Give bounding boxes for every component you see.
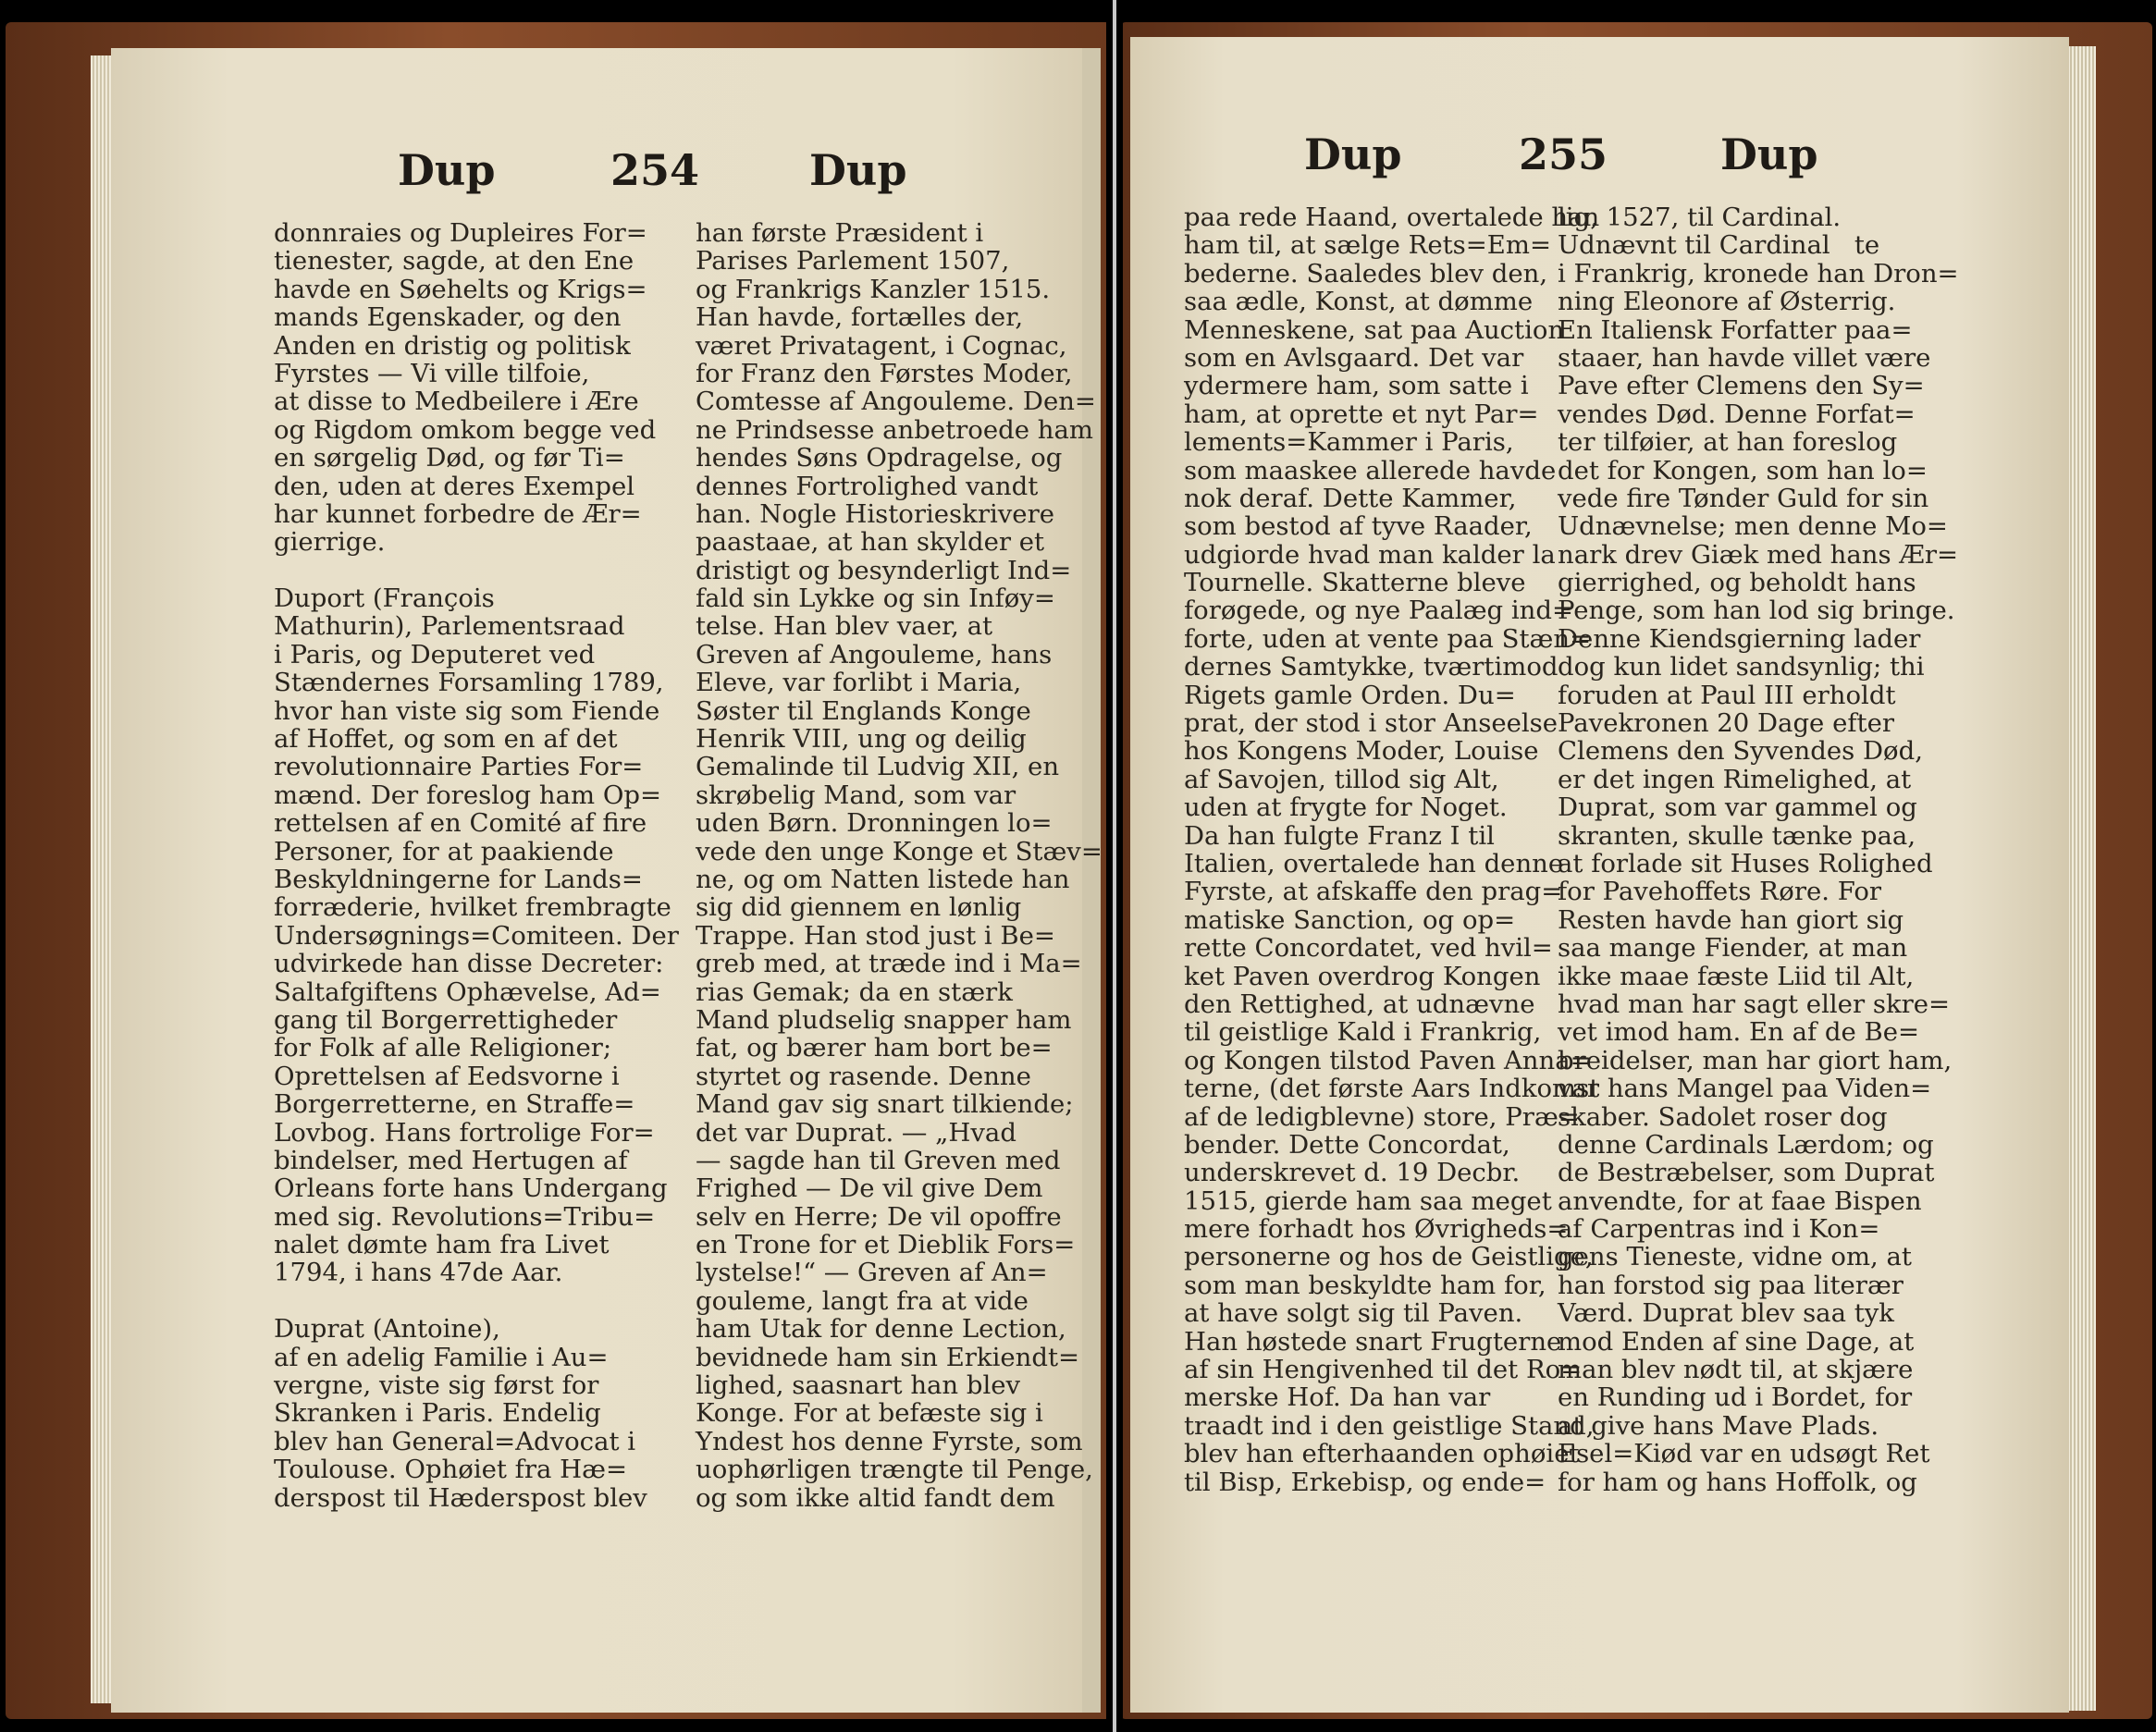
text-line: En Italiensk Forfatter paa= <box>1558 314 1913 345</box>
text-line: forøgede, og nye Paalæg ind= <box>1184 596 1574 626</box>
text-line: Pavekronen 20 Dage efter <box>1558 708 1894 739</box>
text-line: rettelsen af en Comité af fire <box>274 808 647 839</box>
text-line: Udnævnt til Cardinal te <box>1558 230 1880 261</box>
text-line: til Bisp, Erkebisp, og ende= <box>1184 1467 1546 1497</box>
text-line: for Franz den Førstes Moder, <box>696 358 1073 388</box>
text-line: ne, og om Natten listede han <box>696 864 1070 894</box>
text-line: vendes Død. Denne Forfat= <box>1558 399 1916 429</box>
text-line: revolutionnaire Parties For= <box>274 752 644 782</box>
left-page-header-left: Dup <box>398 145 496 195</box>
text-line: Pave efter Clemens den Sy= <box>1558 371 1925 401</box>
text-line: sig did giennem en lønlig <box>696 892 1022 923</box>
text-line: nok deraf. Dette Kammer, <box>1184 483 1517 513</box>
text-line: vergne, viste sig først for <box>274 1370 599 1401</box>
text-line: af sin Hengivenhed til det Ro= <box>1184 1355 1583 1385</box>
text-line: han. Nogle Historieskrivere <box>696 498 1054 529</box>
text-line: gens Tieneste, vidne om, at <box>1558 1242 1912 1272</box>
text-line: dennes Fortrolighed vandt <box>696 471 1039 501</box>
text-line: dog kun lidet sandsynlig; thi <box>1558 652 1925 682</box>
text-line: 1515, gierde ham saa meget <box>1184 1185 1552 1216</box>
text-line: ydermere ham, som satte i <box>1184 371 1529 401</box>
text-line: Denne Kiendsgierning lader <box>1558 623 1921 654</box>
text-line: forræderie, hvilket frembragte <box>274 892 671 923</box>
text-line: blev han General=Advocat i <box>274 1426 636 1456</box>
text-line: Oprettelsen af Eedsvorne i <box>274 1061 620 1091</box>
text-line: Italien, overtalede han denne <box>1184 848 1564 878</box>
text-line: mands Egenskader, og den <box>274 302 622 333</box>
text-line: nalet dømte ham fra Livet <box>274 1230 610 1260</box>
text-line: Parises Parlement 1507, <box>696 246 1010 276</box>
text-line: havde en Søehelts og Krigs= <box>274 274 647 304</box>
text-line: og Frankrigs Kanzler 1515. <box>696 274 1051 304</box>
text-line: bevidnede ham sin Erkiendt= <box>696 1342 1080 1372</box>
text-line: af de ledigblevne) store, Præ= <box>1184 1101 1580 1132</box>
text-line: som en Avlsgaard. Det var <box>1184 342 1524 373</box>
text-line: for ham og hans Hoffolk, og <box>1558 1467 1917 1497</box>
right-page-header-left: Dup <box>1304 129 1402 179</box>
text-line: og Rigdom omkom begge ved <box>274 414 657 445</box>
text-line: telse. Han blev vaer, at <box>696 611 993 642</box>
text-line: som maaskee allerede havde <box>1184 455 1557 485</box>
text-line: lements=Kammer i Paris, <box>1184 427 1514 458</box>
text-line: af Carpentras ind i Kon= <box>1558 1214 1880 1245</box>
text-line: gouleme, langt fra at vide <box>696 1285 1029 1316</box>
text-line: i Frankrig, kronede han Dron= <box>1558 258 1959 289</box>
text-line: Menneskene, sat paa Auction <box>1184 314 1565 345</box>
text-line: Clemens den Syvendes Død, <box>1558 736 1923 767</box>
right-page <box>1130 37 2069 1713</box>
text-line: terne, (det første Aars Indkomst <box>1184 1074 1600 1104</box>
text-line: lighed, saasnart han blev <box>696 1370 1021 1401</box>
text-line: 1794, i hans 47de Aar. <box>274 1258 563 1288</box>
text-line: mod Enden af sine Dage, at <box>1558 1326 1915 1357</box>
text-line: fat, og bærer ham bort be= <box>696 1033 1053 1063</box>
text-line: traadt ind i den geistlige Stand, <box>1184 1410 1595 1441</box>
text-line: Konge. For at befæste sig i <box>696 1398 1043 1429</box>
text-line: rias Gemak; da en stærk <box>696 977 1013 1007</box>
text-line: at have solgt sig til Paven. <box>1184 1298 1523 1329</box>
right-page-header-right: Dup <box>1720 129 1818 179</box>
text-line: Duprat, som var gammel og <box>1558 792 1917 823</box>
text-line: Han havde, fortælles der, <box>696 302 1024 333</box>
text-line: i Paris, og Deputeret ved <box>274 639 596 669</box>
text-line: Rigets gamle Orden. Du= <box>1184 680 1516 710</box>
text-line: bederne. Saaledes blev den, <box>1184 258 1548 289</box>
text-line: ham, at oprette et nyt Par= <box>1184 399 1539 429</box>
text-line: til geistlige Kald i Frankrig, <box>1184 1017 1542 1048</box>
text-line: staaer, han havde villet være <box>1558 342 1931 373</box>
text-line: Frighed — De vil give Dem <box>696 1173 1043 1204</box>
text-line: personerne og hos de Geistlige, <box>1184 1242 1594 1272</box>
text-line: Tournelle. Skatterne bleve <box>1184 568 1526 598</box>
text-line: Henrik VIII, ung og deilig <box>696 724 1027 755</box>
text-line <box>274 1287 679 1315</box>
text-line: Duprat (Antoine), <box>274 1314 500 1345</box>
text-line: lig, 1527, til Cardinal. <box>1558 203 1842 232</box>
text-line: det var Duprat. — „Hvad <box>696 1117 1016 1148</box>
text-line: var hans Mangel paa Viden= <box>1558 1074 1932 1104</box>
text-line: hendes Søns Opdragelse, og <box>696 443 1063 473</box>
text-line: Værd. Duprat blev saa tyk <box>1558 1298 1894 1329</box>
text-line: og Kongen tilstod Paven Anna= <box>1184 1045 1592 1075</box>
text-line: ket Paven overdrog Kongen <box>1184 961 1541 991</box>
text-line: ne Prindsesse anbetroede ham <box>696 414 1093 445</box>
text-line: uophørligen trængte til Penge, <box>696 1455 1093 1485</box>
text-line: Søster til Englands Konge <box>696 695 1031 726</box>
text-line: de Bestræbelser, som Duprat <box>1558 1158 1935 1188</box>
page-edges-left <box>91 55 113 1703</box>
text-line: Yndest hos denne Fyrste, som <box>696 1426 1083 1456</box>
text-line: tienester, sagde, at den Ene <box>274 246 634 276</box>
text-line: bindelser, med Hertugen af <box>274 1145 628 1175</box>
page-edges-right <box>2068 46 2096 1711</box>
text-line: gierrige. <box>274 527 386 558</box>
text-line: Comtesse af Angouleme. Den= <box>696 387 1096 417</box>
text-line: styrtet og rasende. Denne <box>696 1061 1031 1091</box>
text-line: for Folk af alle Religioner; <box>274 1033 612 1063</box>
text-line: lystelse!“ — Greven af An= <box>696 1258 1048 1288</box>
text-line: dernes Samtykke, tværtimod <box>1184 652 1558 682</box>
right-page-number: 255 <box>1519 129 1608 179</box>
text-line: med sig. Revolutions=Tribu= <box>274 1201 656 1232</box>
text-line: han forstod sig paa literær <box>1558 1270 1903 1300</box>
text-line: ikke maae fæste Liid til Alt, <box>1558 961 1915 991</box>
text-line: for Pavehoffets Røre. For <box>1558 877 1882 907</box>
text-line: skaber. Sadolet roser dog <box>1558 1101 1888 1132</box>
text-line: vede fire Tønder Guld for sin <box>1558 483 1929 513</box>
text-line: merske Hof. Da han var <box>1184 1382 1491 1413</box>
text-line: som man beskyldte ham for, <box>1184 1270 1546 1300</box>
text-line: en Trone for et Dieblik Fors= <box>696 1230 1076 1260</box>
text-line: uden at frygte for Noget. <box>1184 792 1508 823</box>
text-line: saa mange Fiender, at man <box>1558 933 1908 964</box>
text-line: underskrevet d. 19 Decbr. <box>1184 1158 1521 1188</box>
text-line: været Privatagent, i Cognac, <box>696 330 1067 361</box>
text-line: bender. Dette Concordat, <box>1184 1129 1510 1160</box>
left-page-column-2 <box>696 219 1103 1512</box>
text-line: en Runding ud i Bordet, for <box>1558 1382 1913 1413</box>
text-line: at give hans Mave Plads. <box>1558 1410 1879 1441</box>
right-page-column-1 <box>1184 203 1599 1496</box>
text-line: donnraies og Dupleires For= <box>274 218 647 248</box>
text-line: selv en Herre; De vil opoffre <box>696 1201 1062 1232</box>
text-line: forte, uden at vente paa Stæn= <box>1184 623 1592 654</box>
text-line: Lovbog. Hans fortrolige For= <box>274 1117 655 1148</box>
text-line: saa ædle, Konst, at dømme <box>1184 287 1534 317</box>
text-line: gierrighed, og beholdt hans <box>1558 568 1916 598</box>
text-line: anvendte, for at faae Bispen <box>1558 1185 1922 1216</box>
text-line: den, uden at deres Exempel <box>274 471 635 501</box>
text-line: af Hoffet, og som en af det <box>274 724 618 755</box>
text-line: Duport (François <box>274 583 495 614</box>
text-line: at forlade sit Huses Rolighed <box>1558 848 1933 878</box>
text-line: hvad man har sagt eller skre= <box>1558 989 1951 1019</box>
text-line: hos Kongens Moder, Louise <box>1184 736 1539 767</box>
text-line: hvor han viste sig som Fiende <box>274 695 660 726</box>
text-line: Han høstede snart Frugterne <box>1184 1326 1562 1357</box>
text-line: uden Børn. Dronningen lo= <box>696 808 1053 839</box>
text-line: en sørgelig Død, og før Ti= <box>274 443 625 473</box>
text-line: Penge, som han lod sig bringe. <box>1558 596 1955 626</box>
text-line: Skranken i Paris. Endelig <box>274 1398 601 1429</box>
text-line: Resten havde han giort sig <box>1558 904 1904 935</box>
text-line: fald sin Lykke og sin Inføy= <box>696 583 1055 614</box>
text-line: det for Kongen, som han lo= <box>1558 455 1928 485</box>
text-line: Mand gav sig snart tilkiende; <box>696 1089 1074 1120</box>
right-page-column-2 <box>1558 203 1959 1496</box>
text-line: nark drev Giæk med hans Ær= <box>1558 539 1959 570</box>
text-line: Eleve, var forlibt i Maria, <box>696 668 1022 698</box>
text-line: Da han fulgte Franz I til <box>1184 820 1495 851</box>
left-page-number: 254 <box>610 145 700 195</box>
text-line: ter tilføier, at han foreslog <box>1558 427 1898 458</box>
text-line: skranten, skulle tænke paa, <box>1558 820 1916 851</box>
text-line: derspost til Hæderspost blev <box>274 1482 647 1513</box>
text-line: rette Concordatet, ved hvil= <box>1184 933 1553 964</box>
text-line: Anden en dristig og politisk <box>274 330 631 361</box>
text-line: man blev nødt til, at skjære <box>1558 1355 1914 1385</box>
text-line: — sagde han til Greven med <box>696 1145 1061 1175</box>
text-line: han første Præsident i <box>696 218 984 248</box>
text-line: som bestod af tyve Raader, <box>1184 511 1533 542</box>
text-line: breidelser, man har giort ham, <box>1558 1045 1953 1075</box>
text-line: denne Cardinals Lærdom; og <box>1558 1129 1934 1160</box>
text-line: vet imod ham. En af de Be= <box>1558 1017 1920 1048</box>
text-line: udvirkede han disse Decreter: <box>274 949 664 979</box>
text-line: foruden at Paul III erholdt <box>1558 680 1896 710</box>
text-line: Borgerretterne, en Straffe= <box>274 1089 635 1120</box>
text-line: ning Eleonore af Østerrig. <box>1558 287 1896 317</box>
text-line: Esel=Kiød var en udsøgt Ret <box>1558 1439 1930 1469</box>
text-line: Greven af Angouleme, hans <box>696 639 1053 669</box>
text-line: af en adelig Familie i Au= <box>274 1342 609 1372</box>
text-line: vede den unge Konge et Stæv= <box>696 836 1103 866</box>
text-line: Udnævnelse; men denne Mo= <box>1558 511 1948 542</box>
text-line: ham til, at sælge Rets=Em= <box>1184 230 1551 261</box>
text-line: Trappe. Han stod just i Be= <box>696 920 1055 951</box>
left-page <box>111 48 1101 1713</box>
text-line: er det ingen Rimelighed, at <box>1558 764 1912 794</box>
text-line: Saltafgiftens Ophævelse, Ad= <box>274 977 661 1007</box>
text-line: matiske Sanction, og op= <box>1184 904 1516 935</box>
text-line: og som ikke altid fandt dem <box>696 1482 1055 1513</box>
text-line: mænd. Der foreslog ham Op= <box>274 780 662 810</box>
text-line: Mand pludselig snapper ham <box>696 1004 1072 1035</box>
text-line: greb med, at træde ind i Ma= <box>696 949 1082 979</box>
text-line: har kunnet forbedre de Ær= <box>274 498 642 529</box>
text-line: Personer, for at paakiende <box>274 836 614 866</box>
text-line: Orleans forte hans Undergang <box>274 1173 668 1204</box>
text-line: Fyrste, at afskaffe den prag= <box>1184 877 1563 907</box>
text-line: at disse to Medbeilere i Ære <box>274 387 639 417</box>
text-line: af Savojen, tillod sig Alt, <box>1184 764 1499 794</box>
text-line: paastaae, at han skylder et <box>696 527 1045 558</box>
text-line: skrøbelig Mand, som var <box>696 780 1016 810</box>
text-line: gang til Borgerrettigheder <box>274 1004 618 1035</box>
text-line: Beskyldningerne for Lands= <box>274 864 643 894</box>
text-line: den Rettighed, at udnævne <box>1184 989 1535 1019</box>
text-line: Fyrstes — Vi ville tilfoie, <box>274 358 590 388</box>
text-line: Stændernes Forsamling 1789, <box>274 668 664 698</box>
text-line <box>274 557 679 584</box>
spread-gutter <box>1106 0 1123 1732</box>
text-line: prat, der stod i stor Anseelse <box>1184 708 1558 739</box>
text-line: Toulouse. Ophøiet fra Hæ= <box>274 1455 628 1485</box>
text-line: udgiorde hvad man kalder la <box>1184 539 1556 570</box>
text-line: paa rede Haand, overtalede han <box>1184 203 1600 232</box>
text-line: Gemalinde til Ludvig XII, en <box>696 752 1060 782</box>
text-line: Mathurin), Parlementsraad <box>274 611 625 642</box>
left-page-header-right: Dup <box>809 145 907 195</box>
text-line: ham Utak for denne Lection, <box>696 1314 1066 1345</box>
text-line: Undersøgnings=Comiteen. Der <box>274 920 679 951</box>
text-line: mere forhadt hos Øvrigheds= <box>1184 1214 1569 1245</box>
left-page-column-1 <box>274 219 679 1512</box>
text-line: dristigt og besynderligt Ind= <box>696 555 1072 585</box>
text-line: blev han efterhaanden ophøiet <box>1184 1439 1580 1469</box>
